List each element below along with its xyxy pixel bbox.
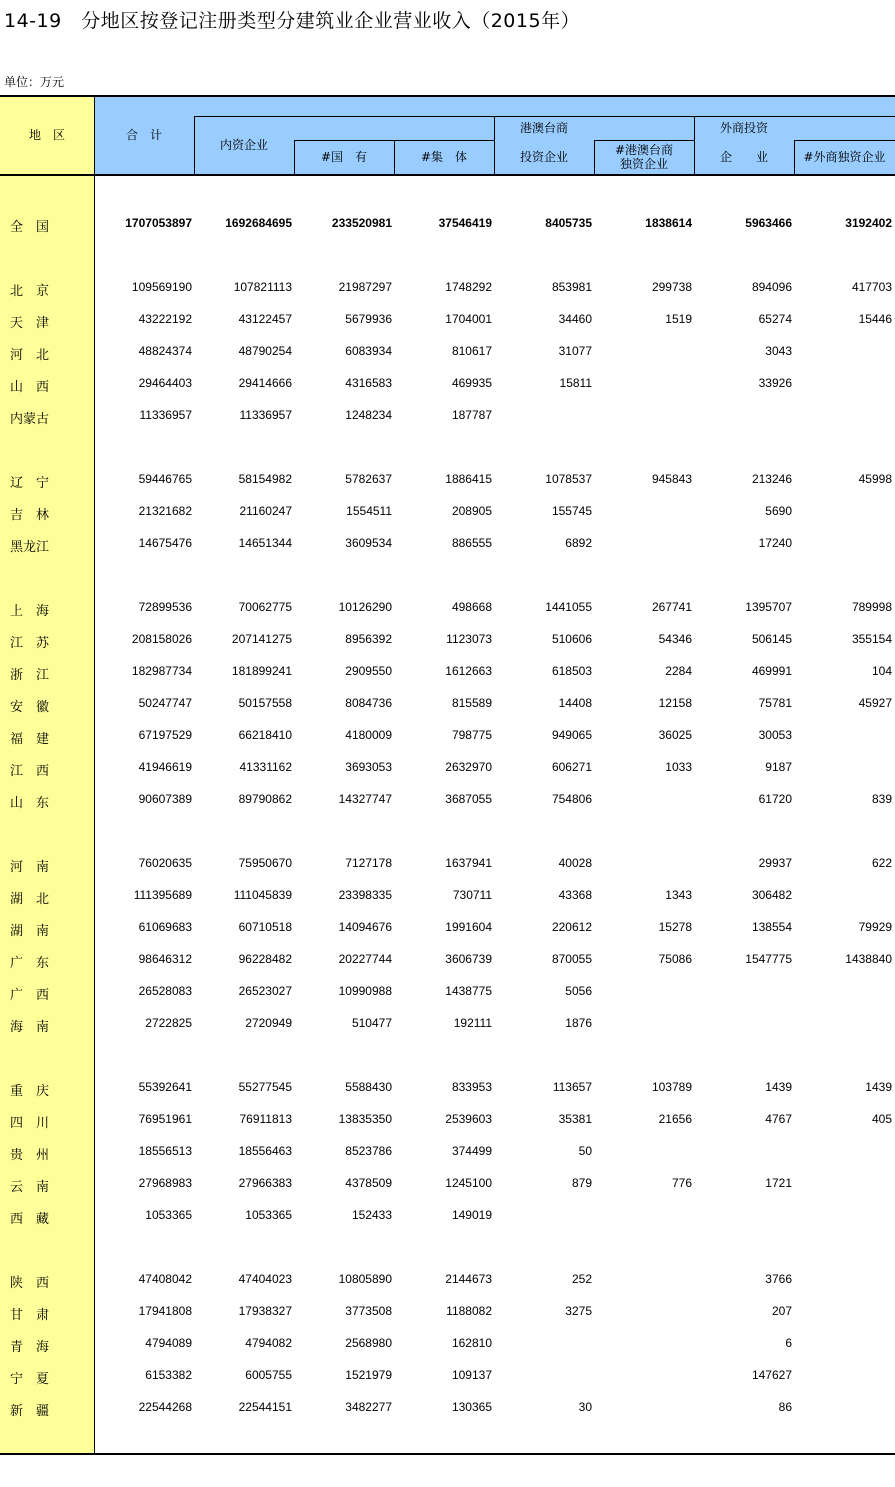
table-row <box>0 885 895 905</box>
table-cell: 1554511 <box>346 504 392 518</box>
table-cell: 130365 <box>451 1400 492 1414</box>
region-name: 吉 林 <box>10 508 50 523</box>
table-cell: 5963466 <box>745 216 792 230</box>
table-cell: 103789 <box>651 1080 692 1094</box>
table-row <box>0 309 895 329</box>
table-cell: 152433 <box>351 1208 392 1222</box>
table-cell: 138554 <box>751 920 792 934</box>
table-cell: 815589 <box>451 696 492 710</box>
table-row <box>0 533 895 553</box>
region-name: 山 西 <box>10 380 50 395</box>
table-cell: 1123073 <box>446 632 492 646</box>
region-name: 四 川 <box>10 1116 50 1131</box>
table-cell: 21987297 <box>338 280 392 294</box>
region-name: 青 海 <box>10 1340 50 1355</box>
table-cell: 5690 <box>765 504 792 518</box>
table-cell: 9187 <box>765 760 792 774</box>
table-cell: 29414666 <box>238 376 292 390</box>
table-cell: 618503 <box>551 664 592 678</box>
region-name: 江 苏 <box>10 636 50 651</box>
table-cell: 1692684695 <box>225 216 292 230</box>
table-cell: 1748292 <box>445 280 492 294</box>
table-row <box>0 725 895 745</box>
table-cell: 3275 <box>565 1304 592 1318</box>
table-cell: 31077 <box>558 344 592 358</box>
table-cell: 469991 <box>751 664 792 678</box>
table-cell: 1078537 <box>545 472 592 486</box>
table-cell: 5782637 <box>345 472 392 486</box>
table-cell: 11336957 <box>139 408 192 422</box>
table-row <box>0 949 895 969</box>
table-cell: 4767 <box>765 1112 792 1126</box>
table-cell: 1438840 <box>845 952 892 966</box>
table-cell: 14094676 <box>338 920 392 934</box>
region-name: 福 建 <box>10 732 50 747</box>
table-cell: 149019 <box>451 1208 492 1222</box>
region-name: 广 西 <box>10 988 50 1003</box>
region-name: 内蒙古 <box>10 412 50 427</box>
table-cell: 498668 <box>451 600 492 614</box>
table-cell: 1637941 <box>445 856 492 870</box>
table-cell: 181899241 <box>231 664 292 678</box>
table-row <box>0 405 895 425</box>
table-cell: 1245100 <box>445 1176 492 1190</box>
table-row <box>0 629 895 649</box>
table-cell: 104 <box>871 664 892 678</box>
table-cell: 107821113 <box>233 280 292 294</box>
table-cell: 730711 <box>452 888 492 902</box>
table-cell: 29937 <box>758 856 792 870</box>
table-cell: 8523786 <box>345 1144 392 1158</box>
table-cell: 1439 <box>765 1080 792 1094</box>
region-name: 西 藏 <box>10 1212 50 1227</box>
table-cell: 4180009 <box>345 728 392 742</box>
region-name: 湖 北 <box>10 892 50 907</box>
table-cell: 1053365 <box>145 1208 192 1222</box>
table-cell: 26523027 <box>238 984 292 998</box>
table-cell: 66218410 <box>238 728 292 742</box>
table-cell: 945843 <box>651 472 692 486</box>
table-cell: 2909550 <box>345 664 392 678</box>
header-hmt-invest: 投资企业 <box>519 150 568 164</box>
table-row <box>0 693 895 713</box>
table-cell: 113657 <box>552 1080 592 1094</box>
table-row <box>0 1397 895 1417</box>
table-cell: 798775 <box>451 728 492 742</box>
table-row <box>0 981 895 1001</box>
table-cell: 15446 <box>858 312 892 326</box>
table-cell: 36025 <box>658 728 692 742</box>
table-cell: 14675476 <box>138 536 192 550</box>
table-cell: 20227744 <box>338 952 392 966</box>
table-cell: 75950670 <box>238 856 292 870</box>
table-cell: 75781 <box>758 696 792 710</box>
table-cell: 75086 <box>658 952 692 966</box>
table-cell: 213246 <box>751 472 792 486</box>
table-cell: 50 <box>578 1144 592 1158</box>
table-cell: 187787 <box>451 408 492 422</box>
table-cell: 109137 <box>451 1368 492 1382</box>
region-name: 陕 西 <box>10 1276 50 1291</box>
table-cell: 1053365 <box>245 1208 292 1222</box>
table-cell: 870055 <box>551 952 592 966</box>
table-cell: 405 <box>871 1112 892 1126</box>
table-cell: 60710518 <box>238 920 292 934</box>
region-name: 安 徽 <box>10 700 50 715</box>
table-cell: 12158 <box>658 696 692 710</box>
table-cell: 810617 <box>451 344 492 358</box>
table-row <box>0 789 895 809</box>
table-cell: 355154 <box>851 632 892 646</box>
table-row <box>0 1109 895 1129</box>
table-row <box>0 661 895 681</box>
region-name: 湖 南 <box>10 924 50 939</box>
header-total: 合 计 <box>125 128 162 142</box>
table-cell: 43222192 <box>138 312 192 326</box>
table-row <box>0 373 895 393</box>
table-cell: 1441055 <box>545 600 592 614</box>
table-cell: 2284 <box>665 664 692 678</box>
table-cell: 10805890 <box>338 1272 392 1286</box>
region-name: 黑龙江 <box>10 540 50 555</box>
region-name: 北 京 <box>10 284 50 299</box>
table-cell: 23398335 <box>338 888 392 902</box>
table-cell: 6 <box>785 1336 792 1350</box>
table-cell: 839 <box>871 792 892 806</box>
header-domestic: 内资企业 <box>219 138 268 152</box>
header-state-owned: #国 有 <box>320 150 368 164</box>
table-cell: 22544268 <box>138 1400 192 1414</box>
table-cell: 17240 <box>758 536 792 550</box>
table-cell: 162810 <box>451 1336 492 1350</box>
table-row <box>0 1173 895 1193</box>
table-cell: 1343 <box>665 888 692 902</box>
table-cell: 267741 <box>651 600 692 614</box>
table-row <box>0 917 895 937</box>
region-name: 新 疆 <box>10 1404 50 1419</box>
header-foreign-sole: #外商独资企业 <box>803 150 886 164</box>
table-cell: 4316583 <box>345 376 392 390</box>
table-cell: 5679936 <box>345 312 392 326</box>
table-row <box>0 469 895 489</box>
table-cell: 50247747 <box>138 696 192 710</box>
table-cell: 6083934 <box>345 344 392 358</box>
table-cell: 1707053897 <box>125 216 192 230</box>
header-bottom-rule <box>0 174 895 176</box>
table-cell: 10990988 <box>338 984 392 998</box>
table-cell: 13835350 <box>338 1112 392 1126</box>
table-cell: 41331162 <box>239 760 292 774</box>
table-cell: 55277545 <box>238 1080 292 1094</box>
table-cell: 6005755 <box>245 1368 292 1382</box>
table-cell: 207 <box>771 1304 792 1318</box>
table-cell: 208158026 <box>131 632 192 646</box>
table-cell: 1395707 <box>745 600 792 614</box>
table-cell: 111045839 <box>233 888 292 902</box>
table-cell: 1991604 <box>445 920 492 934</box>
table-cell: 220612 <box>551 920 592 934</box>
region-name: 甘 肃 <box>10 1308 50 1323</box>
table-cell: 76951961 <box>138 1112 192 1126</box>
table-cell: 510477 <box>351 1016 392 1030</box>
table-cell: 3687055 <box>445 792 492 806</box>
table-row <box>0 1365 895 1385</box>
table-cell: 3043 <box>765 344 792 358</box>
table-cell: 8405735 <box>545 216 592 230</box>
table-cell: 43368 <box>558 888 592 902</box>
table-cell: 3606739 <box>445 952 492 966</box>
region-name: 山 东 <box>10 796 50 811</box>
table-cell: 79929 <box>858 920 892 934</box>
table-row <box>0 1301 895 1321</box>
table-cell: 47404023 <box>238 1272 292 1286</box>
table-cell: 2144673 <box>445 1272 492 1286</box>
header-region: 地 区 <box>28 128 65 142</box>
table-row <box>0 1141 895 1161</box>
table-cell: 8084736 <box>345 696 392 710</box>
table-cell: 59446765 <box>138 472 192 486</box>
region-name: 广 东 <box>10 956 50 971</box>
table-cell: 233520981 <box>331 216 392 230</box>
table-cell: 4794082 <box>245 1336 292 1350</box>
table-cell: 776 <box>671 1176 692 1190</box>
table-cell: 207141275 <box>231 632 292 646</box>
table-row <box>0 757 895 777</box>
table-cell: 11336957 <box>239 408 292 422</box>
table-cell: 54346 <box>658 632 692 646</box>
table-cell: 65274 <box>758 312 792 326</box>
table-cell: 41946619 <box>138 760 192 774</box>
table-cell: 2722825 <box>145 1016 192 1030</box>
table-cell: 30053 <box>758 728 792 742</box>
table-top-rule <box>0 95 895 97</box>
table-cell: 299738 <box>651 280 692 294</box>
table-cell: 1439 <box>865 1080 892 1094</box>
table-cell: 58154982 <box>238 472 292 486</box>
table-cell: 61720 <box>758 792 792 806</box>
table-cell: 43122457 <box>238 312 292 326</box>
table-cell: 3693053 <box>345 760 392 774</box>
table-cell: 96228482 <box>238 952 292 966</box>
table-cell: 21160247 <box>239 504 292 518</box>
table-cell: 27966383 <box>238 1176 292 1190</box>
header-line-4 <box>794 140 895 141</box>
table-cell: 26528083 <box>138 984 192 998</box>
table-cell: 1519 <box>665 312 692 326</box>
table-row <box>0 1013 895 1033</box>
table-row <box>0 1205 895 1225</box>
header-line-3 <box>594 140 694 141</box>
region-name: 浙 江 <box>10 668 50 683</box>
table-cell: 754806 <box>551 792 592 806</box>
table-cell: 1188082 <box>446 1304 492 1318</box>
table-cell: 27968983 <box>138 1176 192 1190</box>
header-foreign-enterprise: 企 业 <box>719 150 768 164</box>
table-cell: 61069683 <box>138 920 192 934</box>
table-cell: 469935 <box>451 376 492 390</box>
table-cell: 111395689 <box>133 888 192 902</box>
table-cell: 192111 <box>453 1016 492 1030</box>
table-cell: 22544151 <box>238 1400 292 1414</box>
table-cell: 374499 <box>451 1144 492 1158</box>
region-name: 上 海 <box>10 604 50 619</box>
table-cell: 17941808 <box>138 1304 192 1318</box>
region-name: 全 国 <box>10 220 50 235</box>
table-cell: 949065 <box>551 728 592 742</box>
table-cell: 1438775 <box>445 984 492 998</box>
table-cell: 1033 <box>665 760 692 774</box>
table-cell: 34460 <box>558 312 592 326</box>
table-cell: 89790862 <box>238 792 292 806</box>
table-cell: 14651344 <box>238 536 292 550</box>
header-collective: #集 体 <box>420 150 468 164</box>
header-foreign-group: 外商投资 <box>719 121 768 135</box>
table-cell: 7127178 <box>345 856 392 870</box>
table-cell: 6153382 <box>145 1368 192 1382</box>
table-cell: 306482 <box>751 888 792 902</box>
table-cell: 2539603 <box>445 1112 492 1126</box>
header-hmt-sole <box>594 143 694 171</box>
region-name: 天 津 <box>10 316 50 331</box>
header-hmt-group: 港澳台商 <box>519 121 568 135</box>
table-cell: 1704001 <box>445 312 492 326</box>
table-cell: 3766 <box>765 1272 792 1286</box>
table-row <box>0 1269 895 1289</box>
table-cell: 789998 <box>851 600 892 614</box>
table-cell: 1521979 <box>345 1368 392 1382</box>
table-cell: 72899536 <box>138 600 192 614</box>
table-cell: 606271 <box>551 760 592 774</box>
table-cell: 417703 <box>851 280 892 294</box>
table-cell: 67197529 <box>138 728 192 742</box>
table-row <box>0 853 895 873</box>
table-cell: 109569190 <box>131 280 192 294</box>
table-cell: 1876 <box>565 1016 592 1030</box>
region-name: 重 庆 <box>10 1084 50 1099</box>
table-cell: 853981 <box>551 280 592 294</box>
table-cell: 2568980 <box>345 1336 392 1350</box>
table-cell: 3773508 <box>345 1304 392 1318</box>
table-cell: 76020635 <box>138 856 192 870</box>
table-cell: 6892 <box>565 536 592 550</box>
table-cell: 3192402 <box>845 216 892 230</box>
table-title: 14-19 分地区按登记注册类型分建筑业企业营业收入（2015年） <box>4 10 581 32</box>
table-cell: 208905 <box>451 504 492 518</box>
table-cell: 4378509 <box>345 1176 392 1190</box>
region-name: 河 北 <box>10 348 50 363</box>
table-cell: 98646312 <box>138 952 192 966</box>
table-cell: 17938327 <box>238 1304 292 1318</box>
table-row <box>0 1077 895 1097</box>
table-cell: 833953 <box>451 1080 492 1094</box>
region-name: 宁 夏 <box>10 1372 50 1387</box>
table-cell: 90607389 <box>138 792 192 806</box>
table-cell: 894096 <box>751 280 792 294</box>
table-cell: 50157558 <box>238 696 292 710</box>
national-row <box>0 213 895 233</box>
region-name: 云 南 <box>10 1180 50 1195</box>
table-cell: 2720949 <box>245 1016 292 1030</box>
table-cell: 182987734 <box>131 664 192 678</box>
table-bottom-rule <box>0 1453 895 1455</box>
table-cell: 2632970 <box>445 760 492 774</box>
table-cell: 48824374 <box>138 344 192 358</box>
header-hmt-sole-line2: 独资企业 <box>619 157 668 171</box>
header-hmt-sole-line1: #港澳台商 <box>614 143 674 157</box>
table-cell: 21321682 <box>138 504 192 518</box>
table-cell: 8956392 <box>345 632 392 646</box>
table-cell: 5588430 <box>345 1080 392 1094</box>
table-cell: 15811 <box>559 376 592 390</box>
table-cell: 18556513 <box>138 1144 192 1158</box>
unit-label: 单位：万元 <box>4 75 65 89</box>
table-cell: 35381 <box>558 1112 592 1126</box>
table-row <box>0 341 895 361</box>
table-cell: 29464403 <box>138 376 192 390</box>
table-cell: 3609534 <box>345 536 392 550</box>
table-cell: 76911813 <box>239 1112 292 1126</box>
table-cell: 252 <box>571 1272 592 1286</box>
table-cell: 506145 <box>751 632 792 646</box>
table-cell: 45927 <box>858 696 892 710</box>
table-cell: 18556463 <box>238 1144 292 1158</box>
table-cell: 14327747 <box>338 792 392 806</box>
table-cell: 1886415 <box>445 472 492 486</box>
table-cell: 1612663 <box>445 664 492 678</box>
table-row <box>0 277 895 297</box>
table-cell: 1838614 <box>645 216 692 230</box>
table-cell: 886555 <box>451 536 492 550</box>
table-row <box>0 597 895 617</box>
table-cell: 1248234 <box>345 408 392 422</box>
table-cell: 510606 <box>551 632 592 646</box>
table-cell: 3482277 <box>345 1400 392 1414</box>
table-cell: 47408042 <box>138 1272 192 1286</box>
table-cell: 879 <box>571 1176 592 1190</box>
table-cell: 45998 <box>858 472 892 486</box>
table-cell: 15278 <box>658 920 692 934</box>
table-cell: 622 <box>871 856 892 870</box>
table-cell: 1547775 <box>745 952 792 966</box>
table-cell: 5056 <box>565 984 592 998</box>
table-cell: 33926 <box>758 376 792 390</box>
region-name: 海 南 <box>10 1020 50 1035</box>
header-line-1 <box>194 116 895 117</box>
table-cell: 147627 <box>751 1368 792 1382</box>
table-cell: 30 <box>578 1400 592 1414</box>
table-row <box>0 501 895 521</box>
region-name: 辽 宁 <box>10 476 50 491</box>
region-name: 江 西 <box>10 764 50 779</box>
table-cell: 86 <box>778 1400 792 1414</box>
table-cell: 155745 <box>551 504 592 518</box>
table-cell: 48790254 <box>238 344 292 358</box>
table-cell: 4794089 <box>145 1336 192 1350</box>
table-cell: 10126290 <box>338 600 392 614</box>
table-cell: 1721 <box>765 1176 792 1190</box>
table-cell: 40028 <box>558 856 592 870</box>
region-name: 贵 州 <box>10 1148 50 1163</box>
table-cell: 21656 <box>658 1112 692 1126</box>
region-name: 河 南 <box>10 860 50 875</box>
table-row <box>0 1333 895 1353</box>
table-cell: 55392641 <box>138 1080 192 1094</box>
table-cell: 37546419 <box>438 216 492 230</box>
table-cell: 70062775 <box>238 600 292 614</box>
table-cell: 14408 <box>558 696 592 710</box>
